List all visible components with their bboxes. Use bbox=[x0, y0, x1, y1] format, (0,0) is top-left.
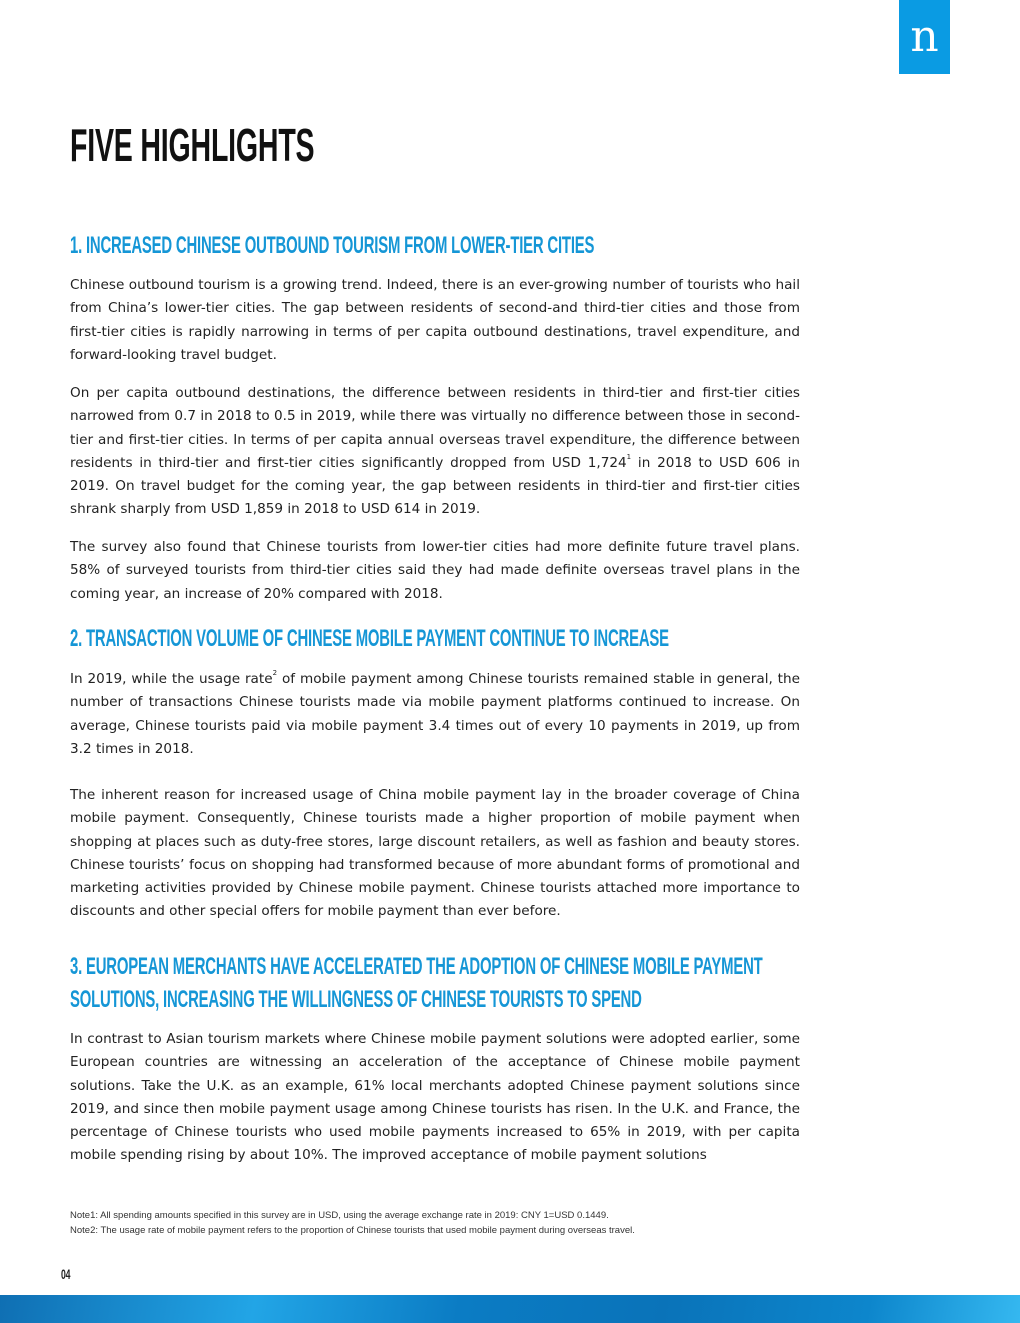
page-number bbox=[61, 1266, 76, 1283]
section-1-heading bbox=[70, 229, 916, 262]
page-title bbox=[70, 118, 464, 172]
section-3-paragraph-1: In contrast to Asian tourism markets where Chinese mobile payment solutions were adopted earlier, some European countries are witnessing an acceleration of the acceptance of Chinese mobile payment solutions. Take the U.K. as an example, 61% local merchants adopted Chinese payment solutions since 2019, and since then mobile payment usage among Chinese tourists has risen. In the U.K. and France, the percentage of Chinese tourists who used mobile payments increased to 65% in 2019, with per capita mobile spending rising by about 10%. The improved acceptance of mobile payment solutions bbox=[70, 1031, 800, 1164]
section-2-paragraph-1 bbox=[70, 668, 800, 761]
footnote-2: Note2: The usage rate of mobile payment refers to the proportion of Chinese tourists that used mobile payment during overseas travel. bbox=[70, 1225, 635, 1236]
section-1-paragraph-2 bbox=[70, 382, 800, 522]
text: in 2018 to USD 606 in 2019. On travel budget for the coming year, the gap between residents in third-tier and first-tier cities shrank sharply from USD 1,859 in 2018 to USD 614 in 2019. bbox=[70, 454, 800, 518]
footer-wave-band bbox=[0, 1295, 1020, 1323]
footnote-1: Note1: All spending amounts specified in this survey are in USD, using the average exchange rate in 2019: CNY 1=USD 0.1449. bbox=[70, 1210, 609, 1221]
section-2-heading-text: 2. TRANSACTION VOLUME OF CHINESE MOBILE PAYMENT CONTINUE TO INCREASE bbox=[70, 625, 669, 652]
section-2-paragraph-2: The inherent reason for increased usage of China mobile payment lay in the broader coverage of China mobile payment. Consequently, Chinese tourists made a higher proportion of mobile payment when shopping at places such as duty-free stores, large discount retailers, as well as fashion and beauty stores. Chinese tourists’ focus on shopping had transformed because of more abundant forms of promotional and marketing activities provided by Chinese mobile payment. Chinese tourists attached more importance to discounts and other special offers for mobile payment than ever before. bbox=[70, 787, 800, 920]
page-title-text: FIVE HIGHLIGHTS bbox=[70, 119, 315, 171]
section-1-heading-text: 1. INCREASED CHINESE OUTBOUND TOURISM FROM LOWER-TIER CITIES bbox=[70, 232, 595, 259]
page-number-text: 04 bbox=[61, 1266, 71, 1282]
section-3-heading-line-2: SOLUTIONS, INCREASING THE WILLINGNESS OF CHINESE TOURISTS TO SPEND bbox=[70, 986, 642, 1013]
text: of mobile payment among Chinese tourists remained stable in general, the number of transactions Chinese tourists made via mobile payment platforms continued to increase. On average, Chinese tourists paid via mobile payment 3.4 times out of every 10 payments in 2019, up from 3.2 times in 2018. bbox=[70, 671, 800, 757]
section-2-heading bbox=[70, 622, 1020, 655]
section-1-paragraph-1: Chinese outbound tourism is a growing trend. Indeed, there is an ever-growing number of tourists who hail from China’s lower-tier cities. The gap between residents of second-and third-tier cities and those from first-tier cities is rapidly narrowing in terms of per capita outbound destinations, travel expenditure, and forward-looking travel budget. bbox=[70, 277, 800, 363]
section-1-paragraph-3: The survey also found that Chinese tourists from lower-tier cities had more definite future travel plans. 58% of surveyed tourists from third-tier cities said they had made definite overseas travel plans in the coming year, an increase of 20% compared with 2018. bbox=[70, 539, 800, 602]
section-3-heading-line-1: 3. EUROPEAN MERCHANTS HAVE ACCELERATED THE ADOPTION OF CHINESE MOBILE PAYMENT bbox=[70, 953, 763, 980]
text: In 2019, while the usage rate bbox=[70, 671, 273, 687]
section-3-heading bbox=[70, 950, 1020, 1016]
nielsen-logo: n bbox=[899, 0, 950, 74]
footnote-ref-2: 2 bbox=[272, 669, 278, 677]
footnote-ref-1: 1 bbox=[626, 452, 632, 461]
text: On per capita outbound destinations, the difference between residents in third-tier and first-tier cities narrowed from 0.7 in 2018 to 0.5 in 2019, while there was virtually no difference between those in second-tier and first-tier cities. In terms of per capita annual overseas travel expenditure, the difference between residents in third-tier and first-tier cities significantly dropped from USD 1,724 bbox=[70, 385, 800, 471]
